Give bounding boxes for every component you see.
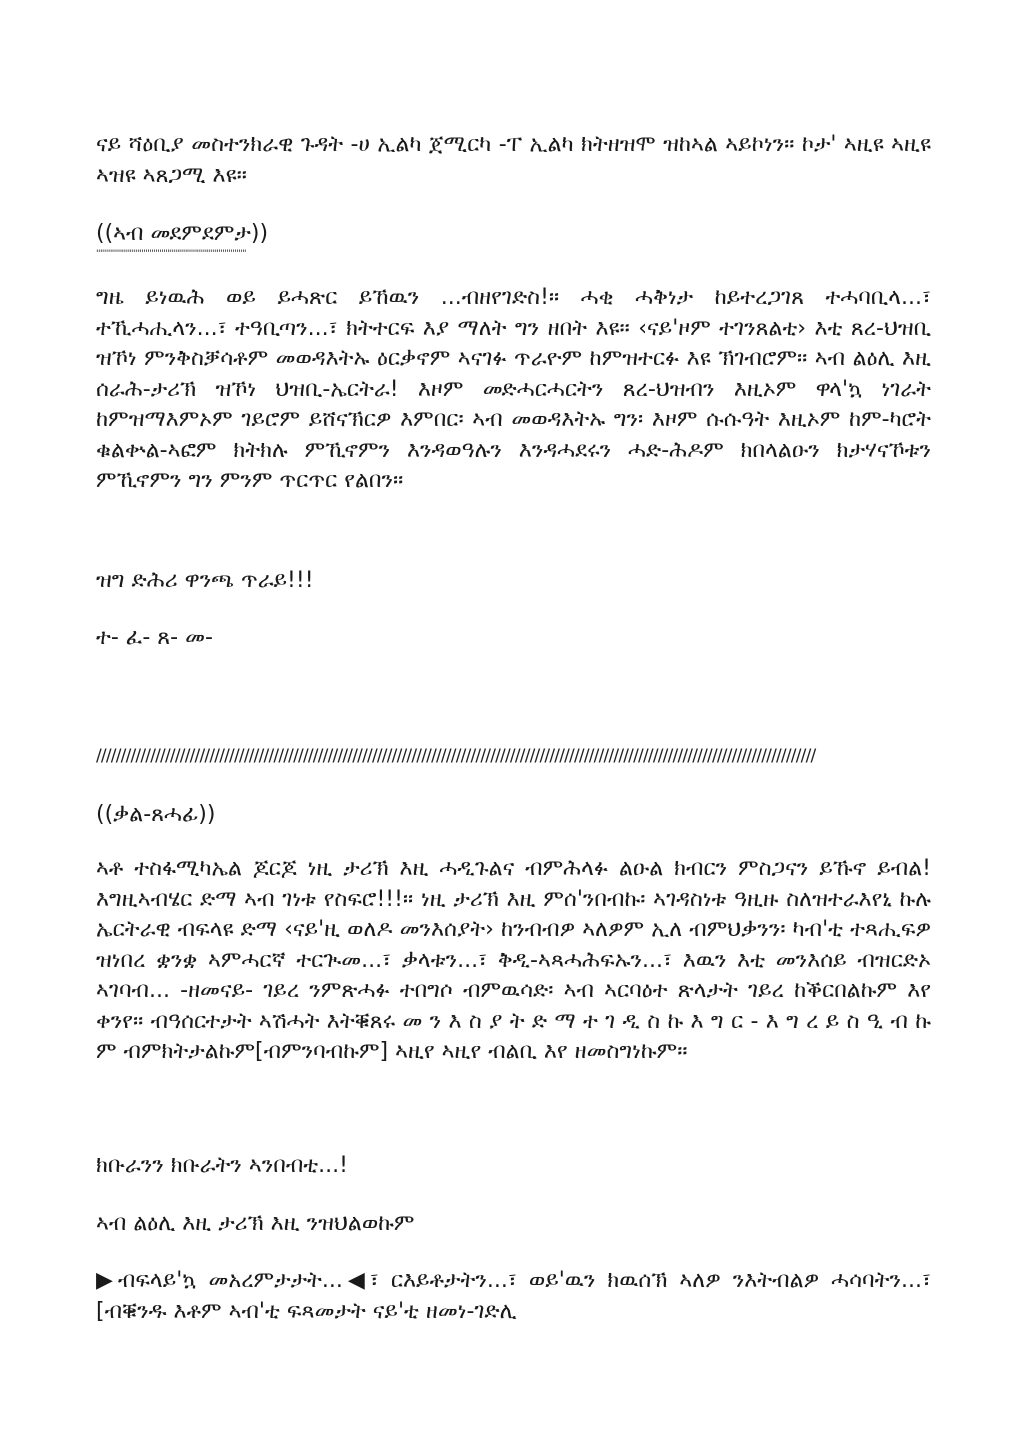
conclusion-heading: ((ኣብ መደምደምታ)) (96, 221, 269, 246)
slogan: ዝግ ድሕሪ ዋንጫ ጥራይ!!! (96, 568, 314, 593)
closing-line: ክቡራንን ክቡራትን ኣንበብቲ...! (96, 1153, 348, 1178)
final-paragraph: ▶ብፍላይ'ኳ መአረምታታት...◀፣ ርእይቶታትን...፣ ወይ'ዉን ክዉሰኽ ኣለዎ ንእትብልዎ ሓሳባትን...፣ [ብቑንዱ እቶም ኣብ'ቲ ፍጻመታት ናይ'ቲ ዘመነ-ገድሊ (96, 1268, 931, 1324)
conclusion-paragraph: ግዜ ይነዉሕ ወይ ይሓጽር ይኸዉን ...ብዘየገድስ!። ሓቂ ሓቅነታ ከይተረጋገጸ ተሓባቢላ...፣ ተኺሓሒላን...፣ ተዓቢጣን...፣ ክትተርፍ እያ ማለት ግን ዘበት እዩ። ‹ናይ'ዞም ተገንጸልቲ› እቲ ጸረ-ህዝቢ ዝኾነ ምንቅስቓሳቶም መወዳእትኡ ዕርቃኖም ኣናገፉ ጥራዮም ከምዝተርፉ እዩ ኽገብሮም። ኣብ ልዕሊ እዚ ሰራሕ-ታሪኽ ዝኾነ ህዝቢ-ኤርትራ! እዞም መድሓርሓርትን ጸረ-ህዝብን እዚኦም ዋላ'ኳ ነገራት ከምዝማእምኦም ገይሮም ይሸናኽርዎ እምበር፡ ኣብ መወዳእትኡ ግን፡ እዞም ሱሱዓት እዚኦም ከም-ካሮት ቁልቍል-ኣፎም ክትክሉ ምኺኖምን እንዳወዓሉን እንዳሓደሩን ሓድ-ሕዶም ክበላልዑን ክታሃናኾቱን ምኺኖምን ግን ምንም ጥርጥር የልበን። (96, 285, 931, 493)
dedication-line: ኣብ ልዕሊ እዚ ታሪኽ እዚ ንዝህልወኩም (96, 1211, 415, 1236)
section-divider: ////////////////////////////////////////////////////////////////////////////////////////////////////////////////////////////////////////////////// (96, 746, 816, 766)
preface-paragraph: ኣቶ ተስፋሚካኤል ጆርጆ ነዚ ታሪኽ እዚ ሓዲጉልና ብምሕላፉ ልዑል ክብርን ምስጋናን ይኹኖ ይብል! እግዚኣብሄር ድማ ኣብ ገነቱ የስፍሮ!!!። ነዚ ታሪኽ እዚ ምሰ'ንበብኩ፡ ኣገዳስነቱ ዓዚዙ ስለዝተራእየኒ ኩሉ ኤርትራዊ ብፍላዩ ድማ ‹ናይ'ዚ ወለዶ መንእሰያት› ከንብብዎ ኣለዎም ኢለ ብምህቃንን፡ ካብ'ቲ ተጻሒፍዎ ዝነበረ ቋንቋ ኣምሓርኛ ተርጒመ...፣ ቃላቱን...፣ ቅዲ-ኣጻሓሕፍኡን...፣ እዉን እቲ መንእሰይ ብዝርድኦ ኣገባብ... -ዘመናይ- ገይረ ንምጽሓፉ ተበግሶ ብምዉሳድ፡ ኣብ ኣርባዕተ ጽላታት ገይረ ከቕርበልኩም እየ ቀንየ። ብዓሰርተታት ኣሽሓት እትቑጸሩ መ ን እ ስ ያ ት ድ ማ ተ ገ ዲ ስ ኩ እ ግ ር - እ ግ ረ ይ ስ ዒ ብ ኩ ም ብምክትታልኩም[ብምንባብኩም] ኣዚየ ኣዚየ ብልቢ እየ ዘመስግነኩም። (96, 856, 931, 1064)
preface-heading: ((ቃል-ጸሓፊ)) (96, 802, 216, 827)
heading-underline: '''''''''''''''''''''''''''''''''''''''''''''''''''''''''''''''''''''''''''' (96, 249, 247, 259)
signature: ተ- ፈ- ጸ- መ- (96, 625, 213, 650)
intro-paragraph: ናይ ሻዕቢያ መስተንክራዊ ጉዳት -ሀ ኢልካ ጀሚርካ -ፐ ኢልካ ክትዘዝሞ ዝከኣል ኣይኮነን። ኮታ' ኣዚዩ ኣዚዩ ኣዝዩ ኣጸጋሚ እዩ። (96, 132, 931, 188)
